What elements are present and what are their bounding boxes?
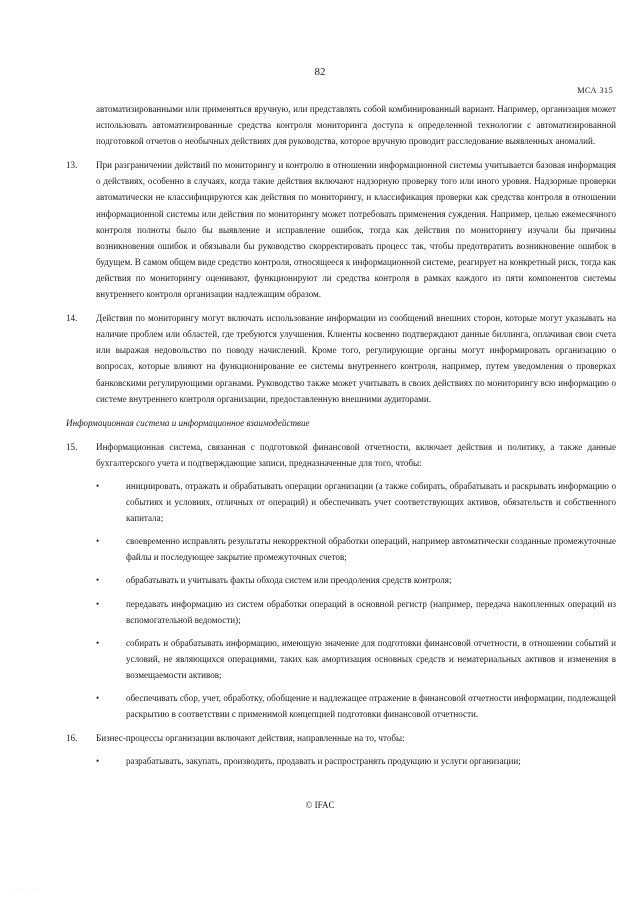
list-item-text: обеспечивать сбор, учет, обработку, обобщение и надлежащее отражение в финансовой отчетности информации, подлежащей раскрытию в соответствии с применимой концепцией подготовки финансовой отчетности. (126, 693, 616, 720)
list-item-text: инициировать, отражать и обрабатывать операции организации (а также собирать, обрабатывать и раскрывать информацию о событиях и условиях, отличных от операций) и обеспечивать учет соответствующих активов, обязательств и собственного капитала; (126, 480, 616, 524)
list-item (66, 478, 616, 526)
paragraph-number: 16. (66, 733, 78, 744)
bullet-marker: • (96, 598, 100, 609)
scan-specks: · · · · (14, 887, 39, 892)
intro-paragraph: автоматизированными или применяться вручную, или представлять собой комбинированный вариант. Например, организация может использовать автоматизированные средства контроля мониторинга доступа к определенной технологии с автоматизированной подготовкой отчетов о необычных действиях для руководства, которое вручную проводит расследование выявленных аномалий. (96, 104, 616, 147)
list-item-text: обрабатывать и учитывать факты обхода систем или преодоления средств контроля; (126, 575, 452, 586)
document-code: МСА 315 (577, 85, 613, 95)
document-body (66, 101, 616, 769)
list-item (66, 596, 616, 628)
paragraph-14 (66, 310, 616, 407)
bullet-marker: • (96, 480, 100, 491)
bullet-marker: • (96, 575, 100, 586)
list-item-text: своевременно исправлять результаты некорректной обработки операций, например автоматически созданные промежуточные файлы и последующее закрытие промежуточных счетов; (126, 536, 616, 563)
paragraph-number: 15. (66, 441, 78, 452)
paragraph-number: 14. (66, 313, 78, 324)
paragraph-text: Информационная система, связанная с подготовкой финансовой отчетности, включает действия и политику, а также данные бухгалтерского учета и подтверждающие записи, предназначенные для того, чтобы: (96, 441, 616, 468)
list-item-text: передавать информацию из систем обработки операций в основной регистр (например, передача накопленных операций из вспомогательной ведомости); (126, 598, 616, 625)
bullet-marker: • (96, 693, 100, 703)
paragraph-text: Действия по мониторингу могут включать использование информации из сообщений внешних сторон, которые могут указывать на наличие проблем или областей, где требуются улучшения. Клиенты косвенно подтверждают данные биллинга, оплачивая свои счета или выражая недовольство по поводу начислений. Кроме того, регулирующие органы могут информировать организацию о вопросах, которые влияют на функционирование ее системы внутреннего контроля, например, путем уведомления о проверках банковскими регулирующими органами. Руководство также может учитывать в своих действиях по мониторингу всю информацию о системе внутреннего контроля организации, предоставленную внешними аудиторами. (96, 313, 616, 404)
list-item (66, 572, 616, 588)
list-item-text: разрабатывать, закупать, производить, продавать и распространять продукцию и услуги организации; (126, 756, 521, 767)
bullet-marker: • (96, 756, 100, 767)
paragraph-text: Бизнес-процессы организации включают действия, направленные на то, чтобы: (96, 733, 405, 744)
copyright-footer: © IFAC (305, 800, 335, 810)
list-item (66, 690, 616, 722)
list-item (66, 753, 616, 769)
section-heading: Информационная система и информационное взаимодействие (66, 417, 310, 428)
list-item (66, 635, 616, 683)
bullet-marker: • (96, 536, 100, 547)
list-item (66, 533, 616, 565)
paragraph-16 (66, 730, 616, 746)
paragraph-text: При разграничении действий по мониторингу и контролю в отношении информационной системы учитывается базовая информация о действиях, особенно в случаях, когда такие действия включают надзорную проверку того или иного уровня. Надзорные проверки автоматически не классифицируются как действия по мониторингу, и классификация проверки как средства контроля в отношении информационной системы или действия по мониторингу может потребовать применения суждения. Например, целью ежемесячного контроля полноты было бы выявление и исправление ошибок, тогда как действия по мониторингу изучали бы причины возникновения ошибок и обязывали бы руководство скорректировать процесс так, чтобы предотвратить возникновение ошибок в будущем. В самом общем виде средство контроля, относящееся к информационной системе, реагирует на конкретный риск, тогда как действия по мониторингу оценивают, функционируют ли средства контроля в рамках каждого из пяти компонентов системы внутреннего контроля организации надлежащим образом. (96, 160, 616, 300)
paragraph-number: 13. (66, 160, 78, 171)
list-item-text: собирать и обрабатывать информацию, имеющую значение для подготовки финансовой отчетности, в отношении событий и условий, не являющихся операциями, таких как амортизация основных средств и нематериальных активов и изменения в возмещаемости активов; (126, 637, 616, 680)
paragraph-13 (66, 157, 616, 302)
page-number: 82 (314, 66, 326, 78)
bullet-marker: • (96, 637, 100, 648)
paragraph-15 (66, 439, 616, 471)
